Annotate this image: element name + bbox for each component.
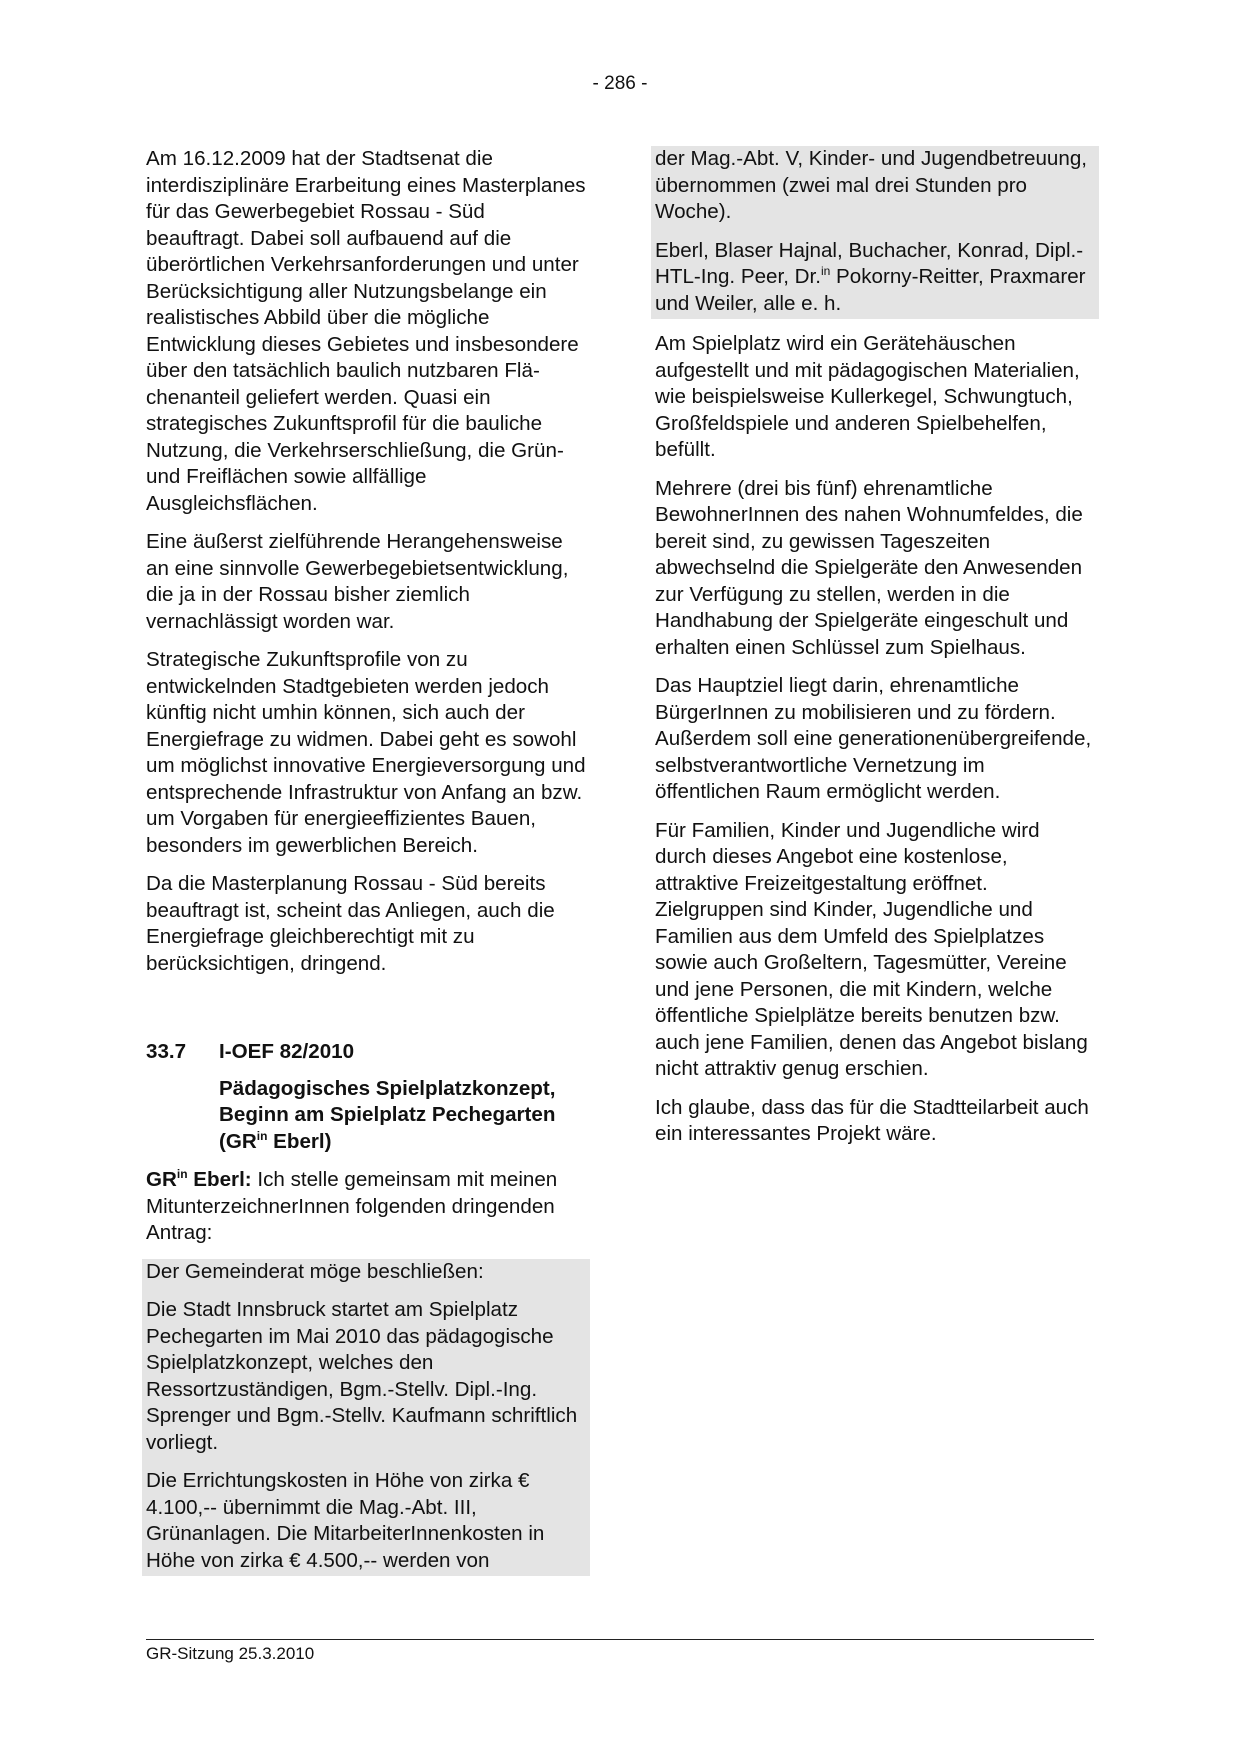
left-column — [146, 146, 586, 1576]
motion-paragraph: der Mag.-Abt. V, Kinder- und Jugendbetreuung, übernommen (zwei mal drei Stunden pro Woche). — [655, 147, 1087, 223]
signers: Eberl, Blaser Hajnal, Buchacher, Konrad, Dipl.-HTL-Ing. Peer, Dr.$^{in}$ Pokorny-Reitter, Praxmarer und Weiler, alle e. h. — [655, 238, 1086, 315]
motion-block — [142, 1259, 590, 1577]
section-code: I-OEF 82/2010 — [219, 1040, 355, 1063]
paragraph: Da die Masterplanung Rossau - Süd bereits beauftragt ist, scheint das Anliegen, auch die Energiefrage gleichberechtigt mit zu berücksichtigen, dringend. — [146, 872, 555, 975]
section-heading — [146, 1039, 586, 1066]
motion-intro: Der Gemeinderat möge beschließen: — [146, 1259, 484, 1283]
section-title: Pädagogisches Spielplatzkonzept, Beginn am Spielplatz Pechegarten ($GR^{in}$ Eberl) — [219, 1076, 556, 1153]
motion-paragraph: Die Stadt Innsbruck startet am Spielplatz Pechegarten im Mai 2010 das pädagogische Spielplatzkonzept, welches den Ressortzuständigen, Bgm.-Stellv. Dipl.-Ing. Sprenger und Bgm.-Stellv. Kaufmann schriftlich vorliegt. — [146, 1298, 578, 1454]
paragraph: Für Familien, Kinder und Jugendliche wird durch dieses Angebot eine kostenlose, attraktive Freizeitgestaltung eröffnet. Zielgruppen sind Kinder, Jugendliche und Familien aus dem Umfeld des Spielplatzes sowie auch Großeltern, Tagesmütter, Vereine und jene Personen, die mit Kindern, welche öffentliche Spielplätze bereits benutzen bzw. auch jene Familien, denen das Angebot bislang nicht attraktiv genug erschien. — [655, 818, 1088, 1080]
paragraph: Eine äußerst zielführende Herangehensweise an eine sinnvolle Gewerbegebietsentwicklung, die ja in der Rossau bisher ziemlich vernachlässigt worden war. — [146, 530, 569, 633]
speaker-paragraph: $GR^{in}$ Eberl: Ich stelle gemeinsam mit meinen MitunterzeichnerInnen folgenden dringenden Antrag: — [146, 1167, 558, 1244]
footer-text: GR-Sitzung 25.3.2010 — [146, 1644, 315, 1663]
paragraph: Das Hauptziel liegt darin, ehrenamtliche BürgerInnen zu mobilisieren und zu fördern. Außerdem soll eine generationenübergreifende, selbstverantwortliche Vernetzung im öffentlichen Raum ermöglicht werden. — [655, 674, 1092, 803]
paragraph: Mehrere (drei bis fünf) ehrenamtliche BewohnerInnen des nahen Wohnumfeldes, die bereit sind, zu gewissen Tageszeiten abwechselnd die Spielgeräte den Anwesenden zur Verfügung zu stellen, werden in die Handhabung der Spielgeräte eingeschult und erhalten einen Schlüssel zum Spielhaus. — [655, 476, 1083, 659]
paragraph: Am Spielplatz wird ein Gerätehäuschen aufgestellt und mit pädagogischen Materialien, wie beispielsweise Kullerkegel, Schwungtuch, Großfeldspiele und anderen Spielbehelfen, befüllt. — [655, 332, 1080, 461]
motion-paragraph: Die Errichtungskosten in Höhe von zirka € 4.100,-- übernimmt die Mag.-Abt. III, Grünanlagen. Die MitarbeiterInnenkosten in Höhe von zirka € 4.500,-- werden von — [146, 1469, 545, 1572]
page-number: - 286 - — [592, 73, 648, 94]
paragraph: Strategische Zukunftsprofile von zu entwickelnden Stadtgebieten werden jedoch künftig nicht umhin können, sich auch der Energiefrage zu widmen. Dabei geht es sowohl um möglichst innovative Energieversorgung und entsprechende Infrastruktur von Anfang an bzw. um Vorgaben für energieeffizientes Bauen, besonders im gewerblichen Bereich. — [146, 648, 586, 857]
paragraph: Ich glaube, dass das für die Stadtteilarbeit auch ein interessantes Projekt wäre. — [655, 1095, 1089, 1145]
footer-divider — [146, 1639, 1094, 1640]
speaker-name: $GR^{in}$ Eberl: — [146, 1167, 252, 1191]
motion-block-continued — [651, 146, 1099, 319]
section-number: 33.7 — [146, 1040, 187, 1063]
right-column — [655, 146, 1095, 1160]
paragraph: Am 16.12.2009 hat der Stadtsenat die interdisziplinäre Erarbeitung eines Masterplanes für das Gewerbegebiet Rossau - Süd beauftragt. Dabei soll aufbauend auf die überörtlichen Verkehrsanforderungen und unter Berücksichtigung aller Nutzungsbelange ein realistisches Abbild über die mögliche Entwicklung dieses Gebietes und insbesondere über den tatsächlich baulich nutzbaren Flächenanteil geliefert werden. Quasi ein strategisches Zukunftsprofil für die bauliche Nutzung, die Verkehrserschließung, die Grün- und Freiflächen sowie allfällige Ausgleichsflächen. — [146, 147, 586, 515]
